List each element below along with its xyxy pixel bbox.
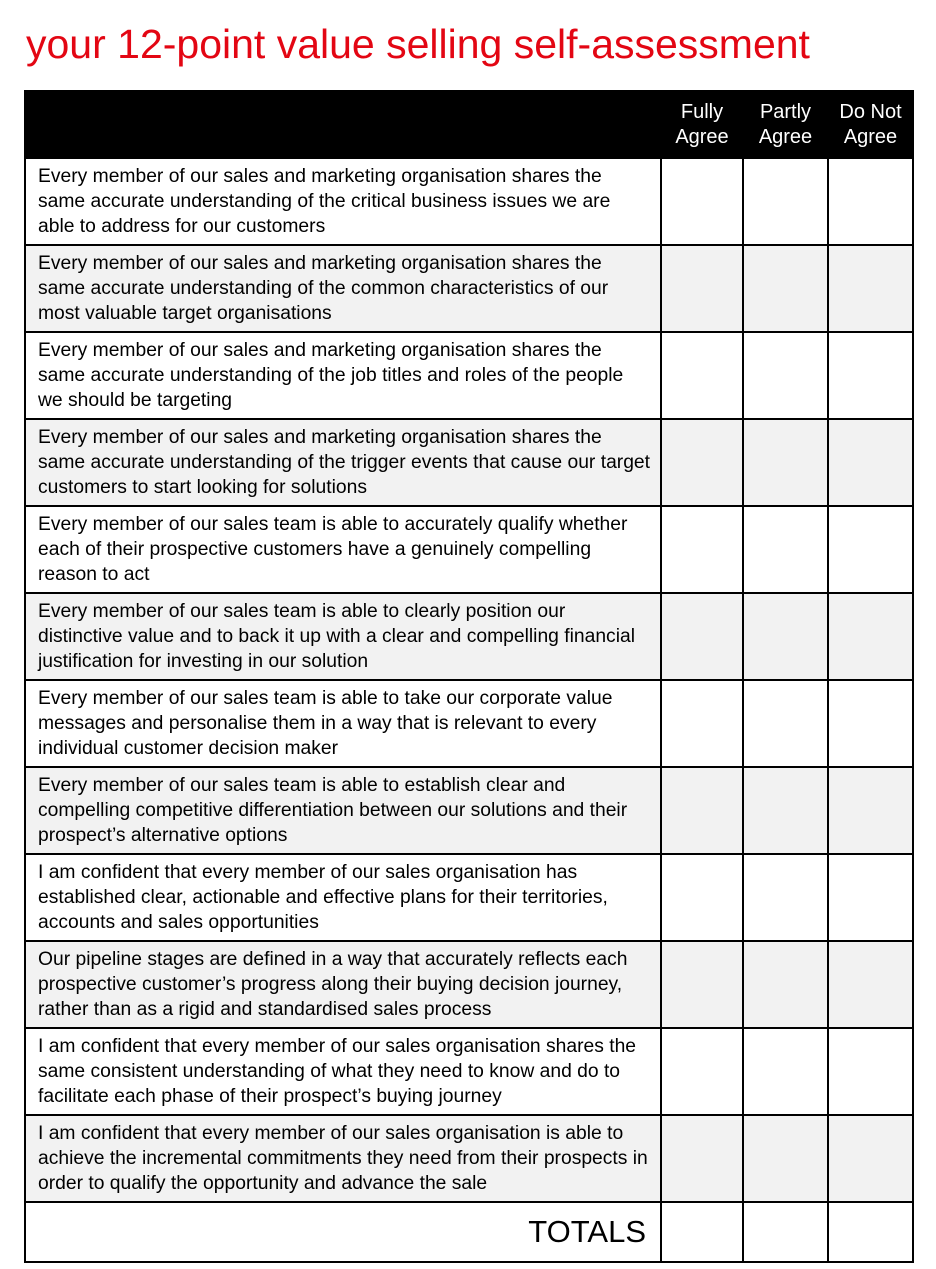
fully-agree-cell[interactable] — [661, 1028, 743, 1115]
fully-agree-cell[interactable] — [661, 245, 743, 332]
partly-agree-cell[interactable] — [743, 854, 828, 941]
statement-text: Every member of our sales team is able to clearly position our distinctive value and to back it up with a clear and compelling financial justification for investing in our solution — [25, 593, 661, 680]
statement-column-header — [25, 91, 661, 158]
statement-text: Our pipeline stages are defined in a way that accurately reflects each prospective customer’s progress along their buying decision journey, rather than as a rigid and standardised sales process — [25, 941, 661, 1028]
do-not-agree-cell[interactable] — [828, 854, 913, 941]
do-not-agree-header — [828, 91, 913, 158]
fully-agree-cell[interactable] — [661, 767, 743, 854]
fully-agree-cell[interactable] — [661, 854, 743, 941]
do-not-agree-cell[interactable] — [828, 245, 913, 332]
fully-agree-cell[interactable] — [661, 506, 743, 593]
table-row — [25, 1028, 913, 1115]
table-row — [25, 854, 913, 941]
partly-agree-cell[interactable] — [743, 941, 828, 1028]
table-row — [25, 332, 913, 419]
partly-agree-cell[interactable] — [743, 680, 828, 767]
statement-text: I am confident that every member of our sales organisation has established clear, actionable and effective plans for their territories, accounts and sales opportunities — [25, 854, 661, 941]
partly-agree-cell[interactable] — [743, 245, 828, 332]
fully-agree-cell[interactable] — [661, 332, 743, 419]
partly-agree-cell[interactable] — [743, 506, 828, 593]
statement-text: Every member of our sales and marketing organisation shares the same accurate understanding of the job titles and roles of the people we should be targeting — [25, 332, 661, 419]
totals-label: TOTALS — [25, 1202, 661, 1262]
statement-text: Every member of our sales and marketing organisation shares the same accurate understanding of the common characteristics of our most valuable target organisations — [25, 245, 661, 332]
fully-agree-cell[interactable] — [661, 1115, 743, 1202]
partly-agree-cell[interactable] — [743, 158, 828, 245]
statement-text: Every member of our sales team is able to establish clear and compelling competitive differentiation between our solutions and their prospect’s alternative options — [25, 767, 661, 854]
table-row — [25, 680, 913, 767]
fully-agree-cell[interactable] — [661, 680, 743, 767]
do-not-agree-cell[interactable] — [828, 332, 913, 419]
partly-agree-header-line1: Partly — [759, 101, 812, 123]
partly-agree-cell[interactable] — [743, 767, 828, 854]
do-not-agree-header-line1: Do Not — [839, 101, 902, 123]
partly-agree-total-cell[interactable] — [743, 1202, 828, 1262]
statement-text: Every member of our sales and marketing organisation shares the same accurate understanding of the critical business issues we are able to address for our customers — [25, 158, 661, 245]
totals-row — [25, 1202, 913, 1262]
fully-agree-cell[interactable] — [661, 941, 743, 1028]
do-not-agree-cell[interactable] — [828, 1115, 913, 1202]
statement-text: Every member of our sales team is able to accurately qualify whether each of their prospective customers have a genuinely compelling reason to act — [25, 506, 661, 593]
do-not-agree-cell[interactable] — [828, 506, 913, 593]
partly-agree-cell[interactable] — [743, 593, 828, 680]
table-row — [25, 506, 913, 593]
fully-agree-header — [661, 91, 743, 158]
header-row — [25, 91, 913, 158]
statement-text: I am confident that every member of our sales organisation shares the same consistent understanding of what they need to know and do to facilitate each phase of their prospect’s buying journey — [25, 1028, 661, 1115]
table-row — [25, 245, 913, 332]
fully-agree-cell[interactable] — [661, 593, 743, 680]
statement-text: I am confident that every member of our sales organisation is able to achieve the incremental commitments they need from their prospects in order to qualify the opportunity and advance the sale — [25, 1115, 661, 1202]
table-row — [25, 941, 913, 1028]
table-row — [25, 158, 913, 245]
assessment-table — [24, 90, 914, 1263]
do-not-agree-cell[interactable] — [828, 680, 913, 767]
do-not-agree-cell[interactable] — [828, 593, 913, 680]
partly-agree-cell[interactable] — [743, 332, 828, 419]
statement-text: Every member of our sales team is able to take our corporate value messages and personalise them in a way that is relevant to every individual customer decision maker — [25, 680, 661, 767]
do-not-agree-cell[interactable] — [828, 941, 913, 1028]
partly-agree-cell[interactable] — [743, 419, 828, 506]
table-row — [25, 767, 913, 854]
do-not-agree-total-cell[interactable] — [828, 1202, 913, 1262]
fully-agree-cell[interactable] — [661, 158, 743, 245]
fully-agree-total-cell[interactable] — [661, 1202, 743, 1262]
partly-agree-header — [743, 91, 828, 158]
do-not-agree-cell[interactable] — [828, 767, 913, 854]
do-not-agree-cell[interactable] — [828, 419, 913, 506]
do-not-agree-cell[interactable] — [828, 158, 913, 245]
table-row — [25, 419, 913, 506]
do-not-agree-header-line2: Agree — [843, 126, 898, 148]
table-row — [25, 1115, 913, 1202]
fully-agree-header-line1: Fully — [680, 101, 724, 123]
partly-agree-header-line2: Agree — [758, 126, 813, 148]
do-not-agree-cell[interactable] — [828, 1028, 913, 1115]
page-title: your 12-point value selling self-assessment — [26, 21, 810, 67]
fully-agree-header-line2: Agree — [675, 126, 729, 148]
partly-agree-cell[interactable] — [743, 1115, 828, 1202]
statement-text: Every member of our sales and marketing organisation shares the same accurate understanding of the trigger events that cause our target customers to start looking for solutions — [25, 419, 661, 506]
partly-agree-cell[interactable] — [743, 1028, 828, 1115]
table-row — [25, 593, 913, 680]
fully-agree-cell[interactable] — [661, 419, 743, 506]
